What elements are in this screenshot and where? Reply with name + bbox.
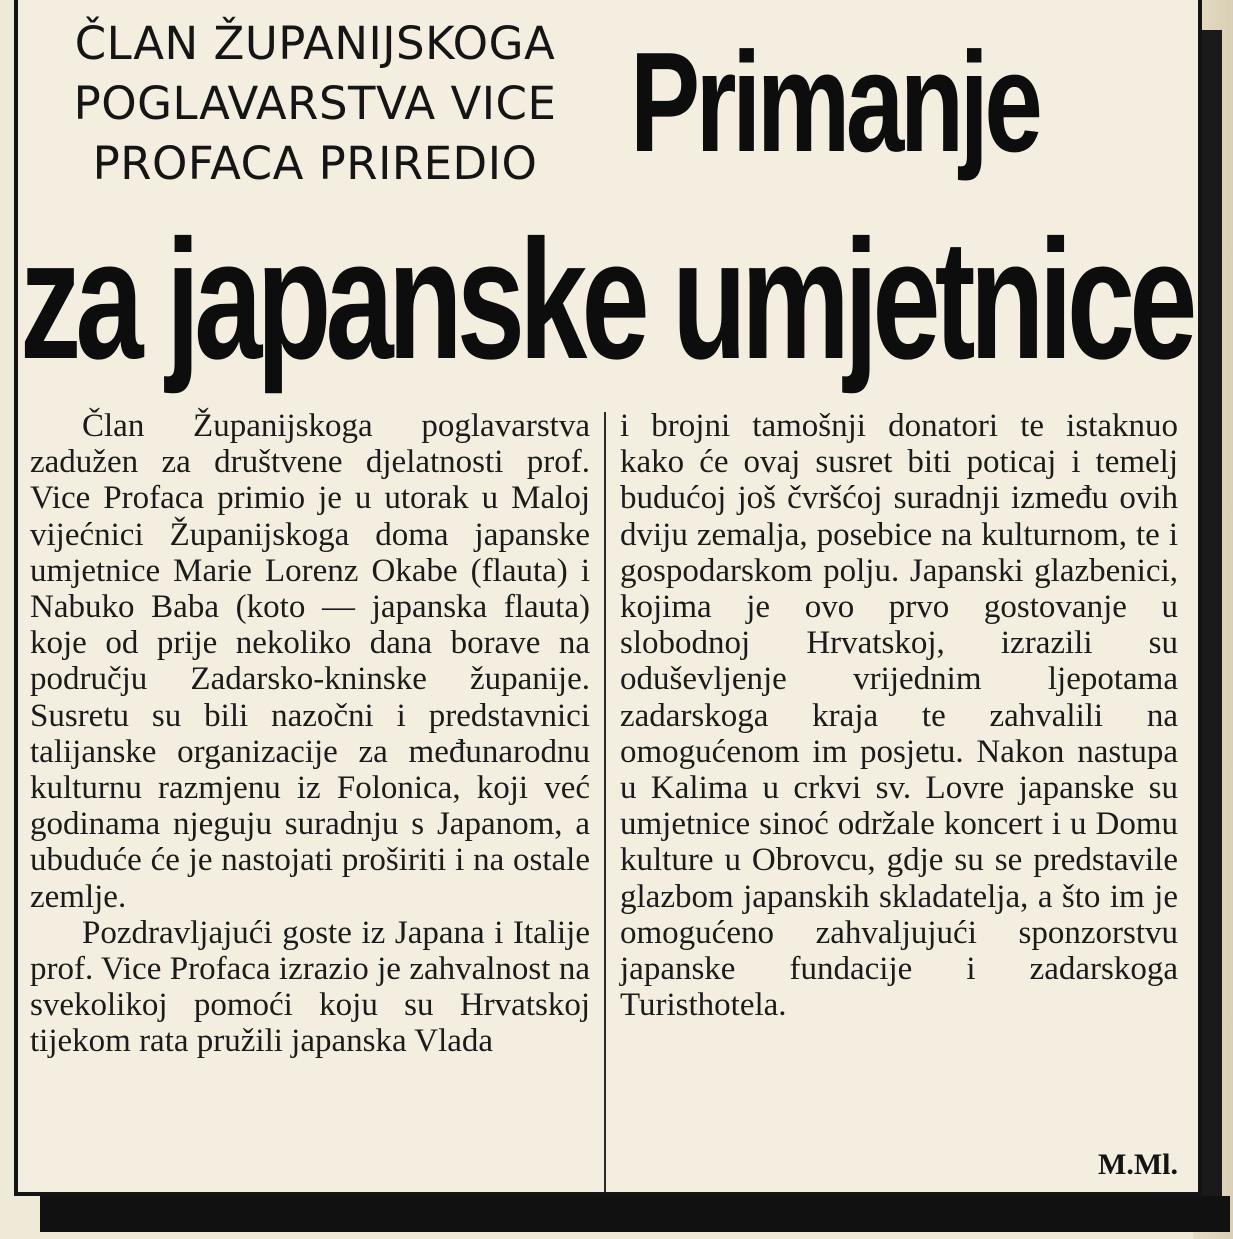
body-column-left: [30, 408, 590, 1060]
article-kicker: [20, 14, 610, 194]
column-divider: [604, 412, 606, 1192]
body-column-right: [620, 408, 1178, 1023]
frame-shadow-right: [1200, 30, 1222, 1232]
headline-primary: Primanje: [630, 23, 1039, 182]
kicker-line: POGLAVARSTVA VICE: [73, 77, 557, 130]
frame-shadow-bottom: [40, 1196, 1230, 1232]
body-paragraph: Član Županijskoga poglavarstva zadužen za društvene djelatnosti prof. Vice Profaca primio je u utorak u Maloj vijećnici Županijskoga doma japanske umjetnice Marie Lorenz Okabe (flauta) i Nabuko Baba (koto — japanska flauta) koje od prije nekoliko dana borave na području Zadarsko-kninske županije. Susretu su bili nazočni i predstavnici talijanske organizacije za međunarodnu kulturnu razmjenu iz Folonica, koji već godinama njeguju suradnju s Japanom, a ubuduće će je nastojati proširiti i na ostale zemlje.: [30, 408, 590, 915]
headline-secondary: za japanske umjetnice: [20, 205, 1192, 395]
body-paragraph: i brojni tamošnji donatori te istaknuo kako će ovaj susret biti poticaj i temelj budućoj još čvršćoj suradnji između ovih dviju zemalja, posebice na kulturnom, te i gospodarskom polju. Japanski glazbenici, kojima je ovo prvo gostovanje u slobodnoj Hrvatskoj, izrazili su oduševljenje vrijednim ljepotama zadarskoga kraja te zahvalili na omogućenom im posjetu. Nakon nastupa u Kalima u crkvi sv. Lovre japanske su umjetnice sinoć održale koncert i u Domu kulture u Obrovcu, gdje su se predstavile glazbom japanskih skladatelja, a što im je omogućeno zahvaljujući sponzorstvu japanske fundacije i zadarskoga Turisthotela.: [620, 408, 1178, 1024]
kicker-line: PROFACA PRIREDIO: [92, 137, 538, 190]
kicker-line: ČLAN ŽUPANIJSKOGA: [74, 17, 556, 70]
author-signature: M.Ml.: [1098, 1148, 1178, 1181]
body-paragraph: Pozdravljajući goste iz Japana i Italije prof. Vice Profaca izrazio je zahvalnost na svekolikoj pomoći koju su Hrvatskoj tijekom rata pružili japanska Vlada: [30, 914, 590, 1060]
